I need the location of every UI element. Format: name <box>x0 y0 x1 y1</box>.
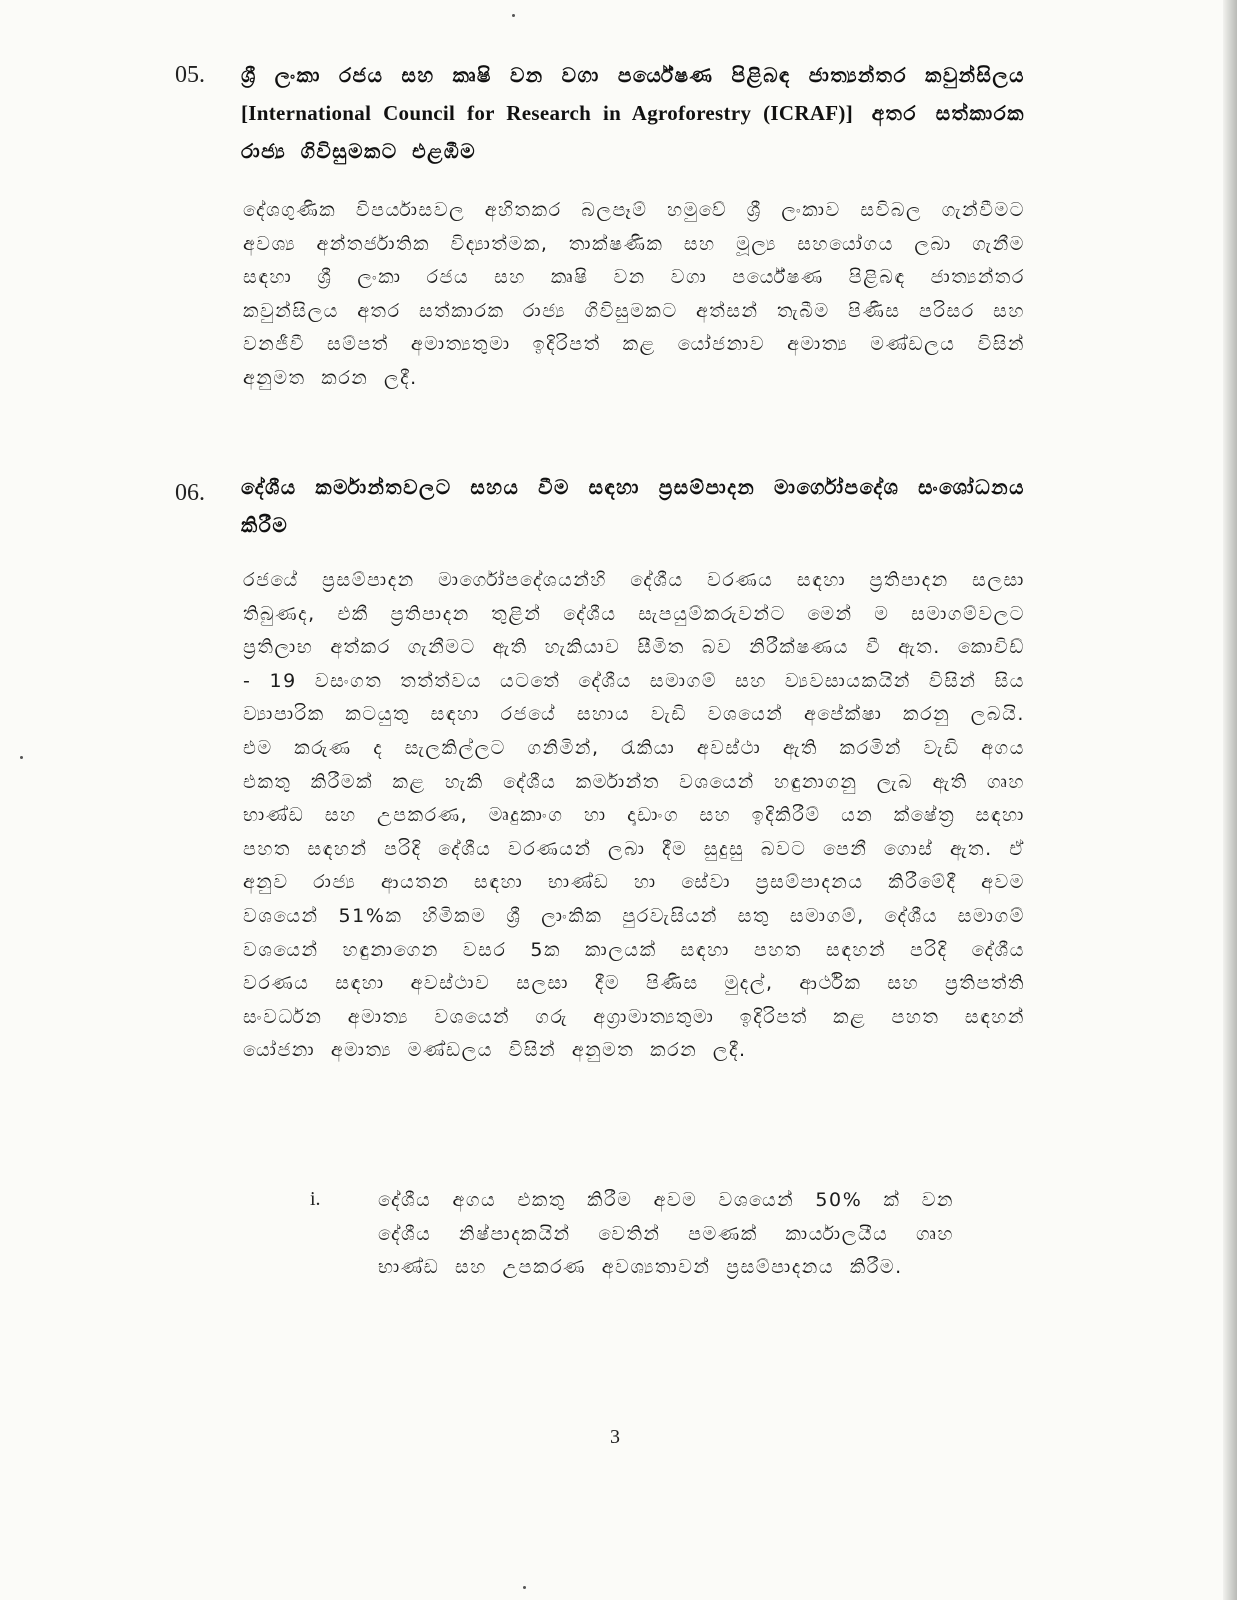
section-heading <box>241 56 1025 170</box>
section-number: 06. <box>175 480 205 506</box>
section-heading: දේශීය කර්මාන්තවලට සහය වීම සඳහා ප්‍රසම්පාදන මාර්ගෝපදේශ සංශෝධනය කිරීම <box>241 475 1025 537</box>
scan-speck <box>512 14 515 17</box>
list-item-number: i. <box>310 1188 321 1210</box>
section-paragraph: රජයේ ප්‍රසම්පාදන මාර්ගෝපදේශයන්හි දේශීය වරණය සඳහා ප්‍රතිපාදන සලසා තිබුණද, එකී ප්‍රතිපාදන තුළින් දේශීය සැපයුම්කරුවන්ට මෙන් ම සමාගම්වලට ප්‍රතිලාභ අත්කර ගැනීමට ඇති හැකියාව සීමිත බව නිරීක්ෂණය වී ඇත. කොවිඩ් - 19 වසංගත තත්ත්වය යටතේ දේශීය සමාගම් සහ ව්‍යවසායකයින් විසින් සිය ව්‍යාපාරික කටයුතු සඳහා රජයේ සහාය වැඩි වශයෙන් අපේක්ෂා කරනු ලබයි. එම කරුණ ද සැලකිල්ලට ගනිමින්, රැකියා අවස්ථා ඇති කරමින් වැඩි අගය එකතු කිරීමක් කළ හැකි දේශීය කර්මාන්ත වශයෙන් හඳුනාගනු ලැබ ඇති ගෘහ භාණ්ඩ සහ උපකරණ, මෘදුකාංග හා දෘඩාංග සහ ඉදිකිරීම් යන ක්ෂේත්‍ර සඳහා පහත සඳහන් පරිදි දේශීය වරණයන් ලබා දීම සුදුසු බවට පෙනී ගොස් ඇත. ඒ අනුව රාජ්‍ය ආයතන සඳහා භාණ්ඩ හා සේවා ප්‍රසම්පාදනය කිරීමේදී අවම වශයෙන් 51%ක හිමිකම ශ්‍රී ලාංකික පුරවැසියන් සතු සමාගම්, දේශීය සමාගම් වශයෙන් හඳුනාගෙන වසර 5ක කාලයක් සඳහා පහත සඳහන් පරිදි දේශීය වරණය සඳහා අවස්ථාව සලසා දීම පිණිස මුදල්, ආර්ථික සහ ප්‍රතිපත්ති සංවර්ධන අමාත්‍ය වශයෙන් ගරු අග්‍රාමාත්‍යතුමා ඉදිරිපත් කළ පහත සඳහන් යෝජනා අමාත්‍ය මණ්ඩලය විසින් අනුමත කරන ලදී. <box>243 569 1025 1062</box>
scan-speck <box>523 1586 526 1589</box>
page-number: 3 <box>610 1426 620 1448</box>
section-05 <box>175 56 1035 446</box>
section-paragraph: දේශගුණික විපර්යාසවල අහිතකර බලපෑම් හමුවේ ශ්‍රී ලංකාව සවිබල ගැන්වීමට අවශ්‍ය අන්තර්ජාතික විද්‍යාත්මක, තාක්ෂණික සහ මූල්‍ය සහයෝගය ලබා ගැනීම සඳහා ශ්‍රී ලංකා රජය සහ කෘෂි වන වගා පර්යේෂණ පිළිබඳ ජාත්‍යන්තර කවුන්සිලය අතර සත්කාරක රාජ්‍ය ගිවිසුමකට අත්සන් තැබීම පිණිස පරිසර සහ වනජීවී සම්පත් අමාත්‍යතුමා ඉදිරිපත් කළ යෝජනාව අමාත්‍ය මණ්ඩලය විසින් අනුමත කරන ලදී. <box>243 199 1025 389</box>
section-number: 05. <box>175 62 205 88</box>
scan-edge-shadow <box>1223 0 1237 1600</box>
scan-speck <box>20 756 23 759</box>
list-item <box>310 1184 970 1334</box>
heading-sinhala-part: අතර සත්කාරක රාජ්‍ය ගිවිසුමකට එළඹීම <box>241 101 1025 163</box>
heading-sinhala-part: ශ්‍රී ලංකා රජය සහ කෘෂි වන වගා පර්යේෂණ පිළිබඳ ජාත්‍යන්තර කවුන්සිලය <box>241 63 1025 87</box>
heading-english-part: [International Council for Research in Agroforestry (ICRAF)] <box>241 101 853 125</box>
list-item-text: දේශීය අගය එකතු කිරීම අවම වශයෙන් 50% ක් වන දේශීය නිෂ්පාදකයින් වෙතින් පමණක් කාර්යාලයීය ගෘහ භාණ්ඩ සහ උපකරණ අවශ්‍යතාවන් ප්‍රසම්පාදනය කිරීම. <box>378 1189 954 1279</box>
